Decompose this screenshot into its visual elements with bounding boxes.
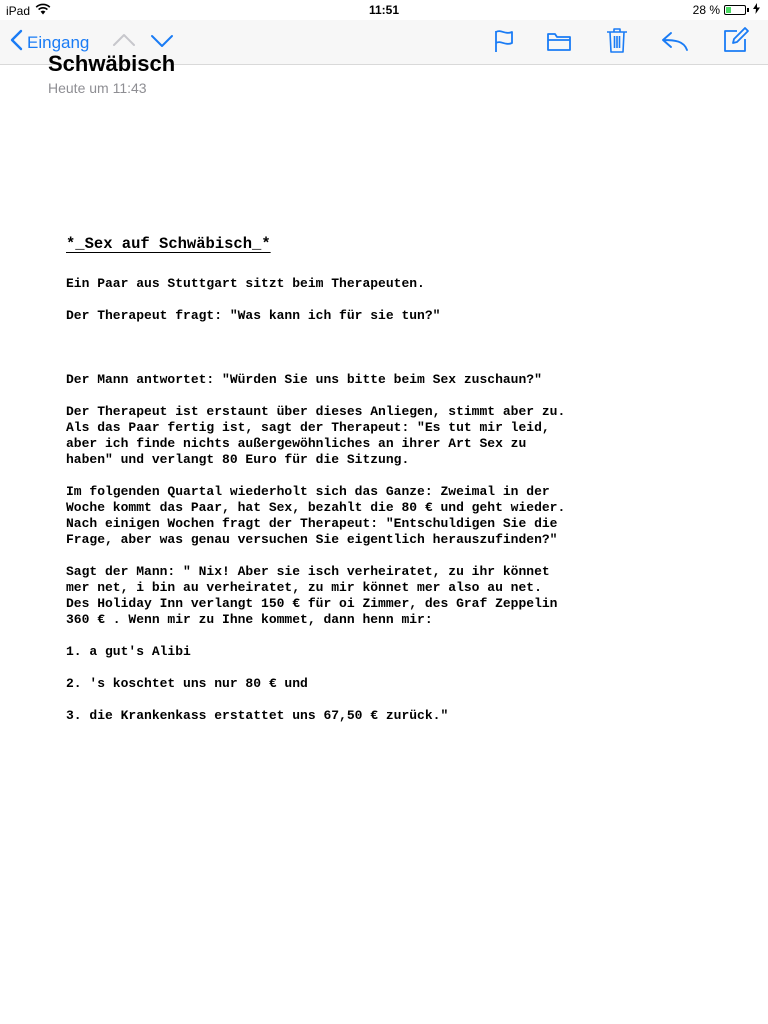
body-paragraph: Der Therapeut fragt: "Was kann ich für sie tun?" [66,308,441,323]
body-paragraph: Im folgenden Quartal wiederholt sich das Ganze: Zweimal in der Woche kommt das Paar, hat Sex, bezahlt die 80 € und geht wieder. Nach einigen Wochen fragt der Therapeut: "Entschuldigen Sie die Frage, aber was genau versuchen Sie eigentlich herauszufinden?" [66,484,566,547]
status-bar [0,0,768,20]
back-label: Eingang [27,32,90,52]
battery-level [726,7,731,13]
message-subject: Schwäbisch [48,51,176,76]
body-paragraph: Ein Paar aus Stuttgart sitzt beim Therapeuten. [66,276,425,291]
message-body [66,234,566,724]
status-right [693,3,760,17]
list-item: 3. die Krankenkass erstattet uns 67,50 € zurück." [66,708,449,723]
status-time: 11:51 [368,3,400,17]
battery-icon [724,5,746,15]
message-date: Heute um 11:43 [48,80,147,96]
body-title: *_Sex auf Schwäbisch_* [66,235,271,253]
body-paragraph: Sagt der Mann: " Nix! Aber sie isch verheiratet, zu ihr könnet mer net, i bin au verheiratet, zu mir könnet mer also au net. Des Holiday Inn verlangt 150 € für oi Zimmer, des Graf Zeppelin 360 € . Wenn mir zu Ihne kommet, dann henn mir: [66,564,558,627]
list-item: 1. a gut's Alibi [66,644,191,659]
charging-icon [753,3,760,17]
chevron-left-icon [10,29,23,56]
battery-tip [747,8,749,12]
battery-percent: 28 % [692,3,720,17]
body-paragraph: Der Mann antwortet: "Würden Sie uns bitte beim Sex zuschaun?" [66,372,542,387]
body-paragraph: Der Therapeut ist erstaunt über dieses Anliegen, stimmt aber zu. Als das Paar fertig ist, sagt der Therapeut: "Es tut mir leid, aber ich finde nichts außergewöhnliches an ihrer Art Sex zu haben" und verlangt 80 Euro für die Sitzung. [66,404,566,467]
device-label: iPad [6,3,31,18]
message-header [48,45,728,109]
list-item: 2. 's koschtet uns nur 80 € und [66,676,308,691]
